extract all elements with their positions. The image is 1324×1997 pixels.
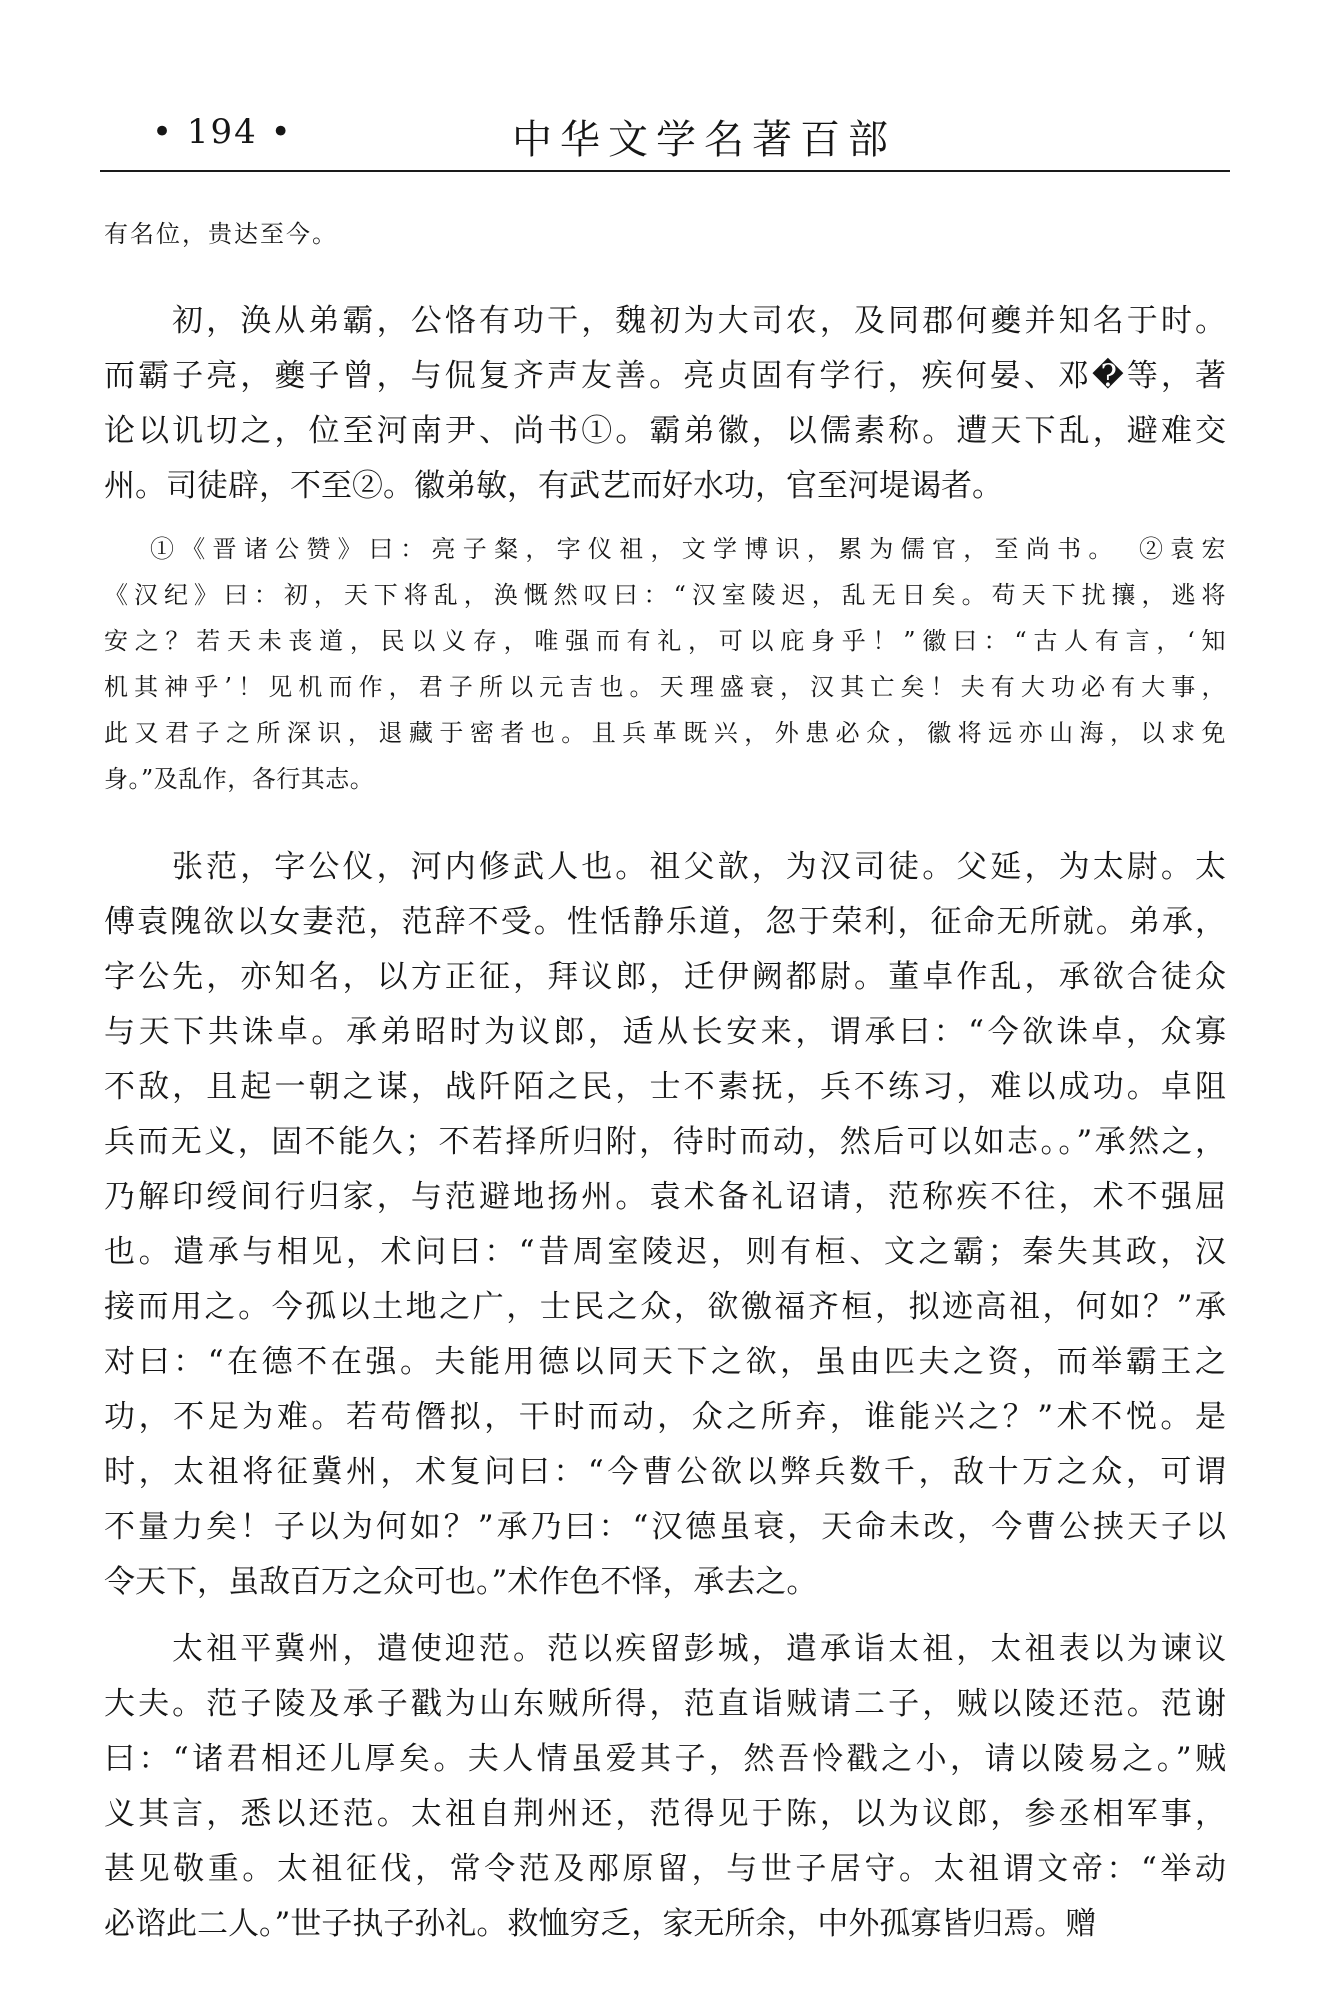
text-line: 论以讥切之，位至河南尹、尚书①。霸弟徽，以儒素称。遭天下乱，避难交: [104, 413, 1226, 449]
text-line: 乃解印绶间行归家，与范避地扬州。袁术备礼诏请，范称疾不往，术不强屈: [104, 1179, 1226, 1215]
paragraph: [104, 1622, 1226, 1952]
text-line: 必谘此二人。”世子执子孙礼。救恤穷乏，家无所余，中外孤寡皆归焉。赠: [104, 1906, 1097, 1942]
book-title: 中华文学名著百部: [512, 117, 896, 163]
text-line: 字公先，亦知名，以方正征，拜议郎，迁伊阙都尉。董卓作乱，承欲合徒众: [104, 959, 1226, 995]
paragraph-gap: [104, 802, 1226, 840]
text-line: 令天下，虽敌百万之众可也。”术作色不怿，承去之。: [104, 1564, 818, 1600]
text-line: 兵而无义，固不能久；不若择所归附，待时而动，然后可以如志。。”承然之，: [104, 1124, 1226, 1160]
paragraph-gap: [104, 256, 1226, 294]
text-line: 不量力矣！子以为何如？”承乃曰：“汉德虽衰，天命未改，今曹公挟天子以: [104, 1509, 1226, 1545]
text-line: 初，涣从弟霸，公恪有功干，魏初为大司农，及同郡何夔并知名于时。: [172, 303, 1226, 339]
text-line: 《汉纪》曰：初，天下将乱，涣慨然叹曰：“汉室陵迟，乱无日矣。苟天下扰攘，逃将: [104, 581, 1226, 609]
text-line: 而霸子亮，夔子曾，与侃复齐声友善。亮贞固有学行，疾何晏、邓�等，著: [104, 358, 1226, 394]
text-line: ①《晋诸公赞》曰：亮子粲，字仪祖，文学博识，累为儒官，至尚书。 ②袁宏: [150, 535, 1226, 563]
intro-line: [104, 212, 1226, 256]
text-line: 功，不足为难。若苟僭拟，干时而动，众之所弃，谁能兴之？”术不悦。是: [104, 1399, 1226, 1435]
text-line: 接而用之。今孤以土地之广，士民之众，欲徼福齐桓，拟迹高祖，何如？”承: [104, 1289, 1226, 1325]
text-line: 对曰：“在德不在强。夫能用德以同天下之欲，虽由匹夫之资，而举霸王之: [104, 1344, 1226, 1380]
header-rule: [100, 170, 1230, 172]
page-number: • 194 •: [152, 112, 293, 152]
text-line: 义其言，悉以还范。太祖自荆州还，范得见于陈，以为议郎，参丞相军事，: [104, 1796, 1226, 1832]
text-line: 州。司徒辟，不至②。徽弟敏，有武艺而好水功，官至河堤谒者。: [104, 468, 1003, 504]
text-line: 机其神乎’！见机而作，君子所以元吉也。天理盛衰，汉其亡矣！夫有大功必有大事，: [104, 673, 1226, 701]
text-line: 安之？若天未丧道，民以义存，唯强而有礼，可以庇身乎！”徽曰：“古人有言，‘知: [104, 627, 1226, 655]
paragraph-gap: [104, 514, 1226, 526]
text-line: 大夫。范子陵及承子戳为山东贼所得，范直诣贼请二子，贼以陵还范。范谢: [104, 1686, 1226, 1722]
text-line: 张范，字公仪，河内修武人也。祖父歆，为汉司徒。父延，为太尉。太: [172, 849, 1226, 885]
running-header: [100, 108, 1230, 168]
text-line: 有名位，贵达至今。: [104, 220, 338, 248]
text-line: 太祖平冀州，遣使迎范。范以疾留彭城，遣承诣太祖，太祖表以为谏议: [172, 1631, 1226, 1667]
text-line: 曰：“诸君相还儿厚矣。夫人情虽爱其子，然吾怜戳之小，请以陵易之。”贼: [104, 1741, 1226, 1777]
text-line: 与天下共诛卓。承弟昭时为议郎，适从长安来，谓承曰：“今欲诛卓，众寡: [104, 1014, 1226, 1050]
paragraph: [104, 294, 1226, 514]
text-line: 此又君子之所深识，退藏于密者也。且兵革既兴，外患必众，徽将远亦山海，以求免: [104, 719, 1226, 747]
text-line: 也。遣承与相见，术问曰：“昔周室陵迟，则有桓、文之霸；秦失其政，汉: [104, 1234, 1226, 1270]
text-line: 不敌，且起一朝之谋，战阡陌之民，士不素抚，兵不练习，难以成功。卓阻: [104, 1069, 1226, 1105]
text-line: 甚见敬重。太祖征伐，常令范及邴原留，与世子居守。太祖谓文帝：“举动: [104, 1851, 1226, 1887]
paragraph: [104, 840, 1226, 1610]
footnote-block: [104, 526, 1226, 802]
paragraph-gap: [104, 1610, 1226, 1622]
text-line: 时，太祖将征冀州，术复问曰：“今曹公欲以弊兵数千，敌十万之众，可谓: [104, 1454, 1226, 1490]
text-line: 傅袁隗欲以女妻范，范辞不受。性恬静乐道，忽于荣利，征命无所就。弟承，: [104, 904, 1226, 940]
body-text: [104, 212, 1226, 1952]
text-line: 身。”及乱作，各行其志。: [104, 765, 375, 793]
